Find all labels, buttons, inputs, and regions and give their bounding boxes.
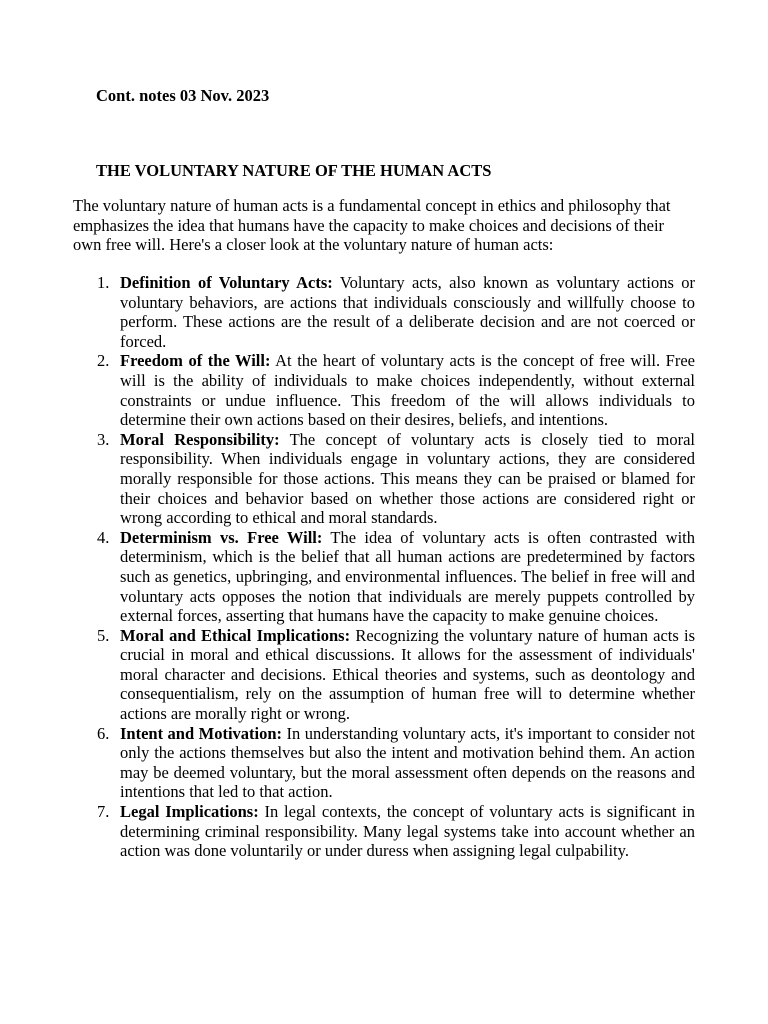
list-item-number: 5. <box>97 625 110 645</box>
list-item-number: 7. <box>97 802 110 822</box>
list-item <box>73 273 695 351</box>
list-item-heading: Determinism vs. Free Will: <box>120 527 323 547</box>
list-item-number: 6. <box>97 723 110 743</box>
list-item-text: Recognizing the voluntary nature of human acts is crucial in moral and ethical discussions. It allows for the assessment of individuals' moral character and decisions. Ethical theories and systems, such as deontology and consequentialism, rely on the assumption of human free will to determine whether actions are morally right or wrong. <box>120 625 696 724</box>
header-note: Cont. notes 03 Nov. 2023 <box>96 86 270 105</box>
list-item-text: At the heart of voluntary acts is the concept of free will. Free will is the ability of individuals to make choices independently, without external constraints or undue influence. This freedom of the will allows individuals to determine their own actions based on their desires, beliefs, and intentions. <box>120 351 696 430</box>
section-title: THE VOLUNTARY NATURE OF THE HUMAN ACTS <box>96 161 492 180</box>
intro-paragraph: The voluntary nature of human acts is a fundamental concept in ethics and philosophy that emphasizes the idea that humans have the capacity to make choices and decisions of their own free will. Here's a closer look at the voluntary nature of human acts: <box>73 196 671 255</box>
list-item <box>73 724 695 802</box>
list-item-heading: Legal Implications: <box>120 802 259 822</box>
list-item-text: Voluntary acts, also known as voluntary actions or voluntary behaviors, are actions that individuals consciously and willfully choose to perform. These actions are the result of a deliberate decision and are not coerced or forced. <box>120 273 695 351</box>
list-item-number: 3. <box>97 429 110 449</box>
numbered-list <box>73 273 695 861</box>
list-item <box>73 351 695 429</box>
list-item-heading: Intent and Motivation: <box>120 723 283 743</box>
list-item-heading: Moral Responsibility: <box>120 429 280 449</box>
list-item-heading: Freedom of the Will: <box>120 351 271 371</box>
list-item-text: The concept of voluntary acts is closely tied to moral responsibility. When individuals engage in voluntary actions, they are considered morally responsible for those actions. This means they can be praised or blamed for their choices and behavior based on whether those actions are considered right or wrong according to ethical and moral standards. <box>120 429 696 528</box>
list-item-text: In understanding voluntary acts, it's important to consider not only the actions themselves but also the intent and motivation behind them. An action may be deemed voluntary, but the moral assessment often depends on the reasons and intentions that led to that action. <box>120 723 695 802</box>
list-item <box>73 430 695 528</box>
list-item <box>73 626 695 724</box>
list-item-heading: Definition of Voluntary Acts: <box>120 273 333 292</box>
list-item-number: 1. <box>97 273 110 292</box>
list-item-number: 4. <box>97 527 110 547</box>
list-item-text: In legal contexts, the concept of voluntary acts is significant in determining criminal responsibility. Many legal systems take into account whether an action was done voluntarily or under duress when assigning legal culpability. <box>120 802 695 861</box>
list-item-number: 2. <box>97 351 110 371</box>
list-item-text: The idea of voluntary acts is often contrasted with determinism, which is the belief that all human actions are predetermined by factors such as genetics, upbringing, and environmental influences. The belief in free will and voluntary acts opposes the notion that individuals are merely puppets controlled by external forces, asserting that humans have the capacity to make genuine choices. <box>120 527 695 626</box>
list-item-heading: Moral and Ethical Implications: <box>120 625 351 645</box>
list-item <box>73 802 695 861</box>
list-item <box>73 528 695 626</box>
